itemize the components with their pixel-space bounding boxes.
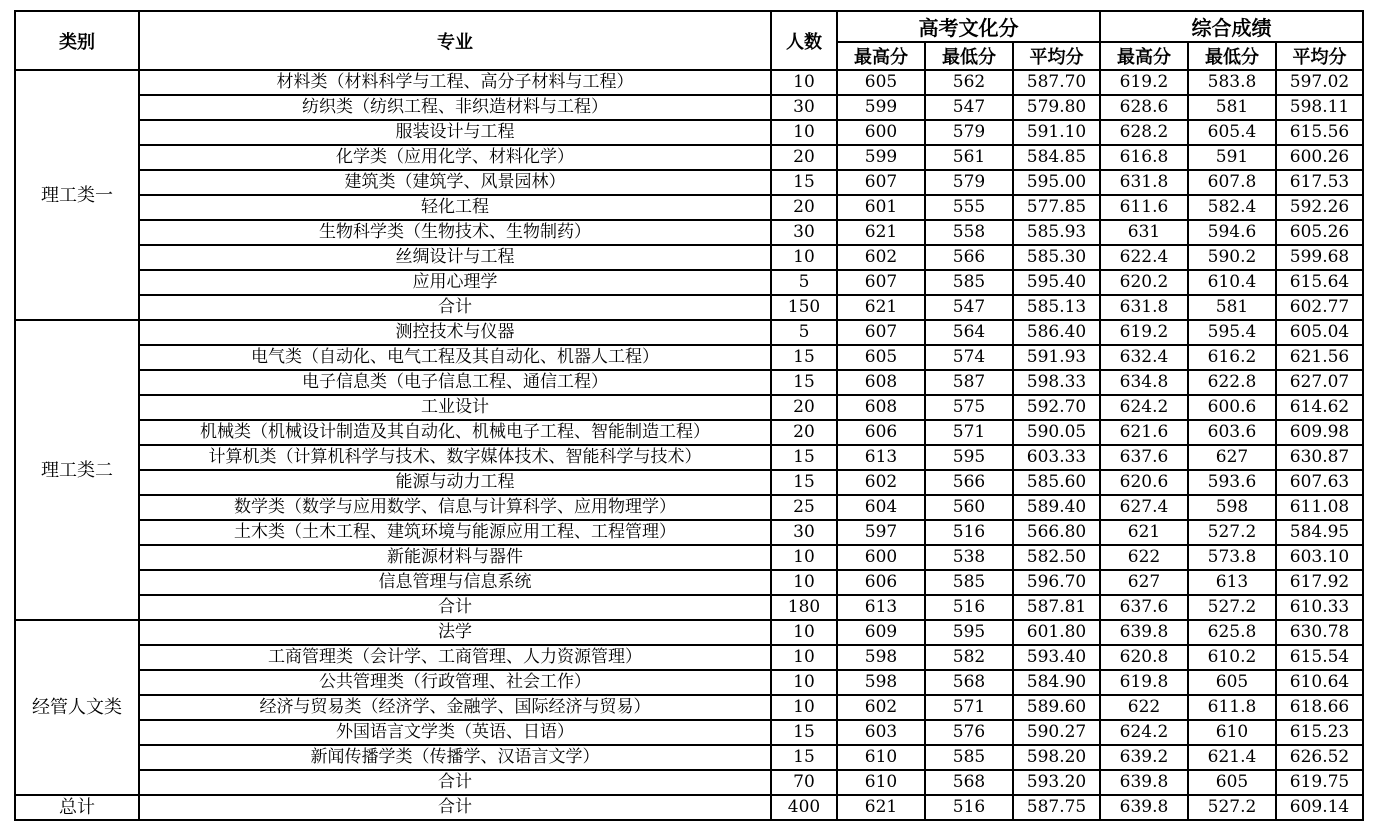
gaokao-max-cell: 602 (837, 470, 925, 495)
gaokao-min-cell: 558 (925, 220, 1013, 245)
table-row (15, 720, 1363, 745)
major-cell: 机械类（机械设计制造及其自动化、机械电子工程、智能制造工程） (139, 420, 771, 445)
gaokao-avg-cell: 586.40 (1013, 320, 1100, 345)
composite-avg-cell: 615.64 (1276, 270, 1363, 295)
gaokao-max-cell: 609 (837, 620, 925, 645)
gaokao-max-cell: 607 (837, 320, 925, 345)
composite-avg-cell: 600.26 (1276, 145, 1363, 170)
composite-max-cell: 639.8 (1100, 620, 1188, 645)
count-cell: 5 (771, 320, 837, 345)
gaokao-min-cell: 579 (925, 120, 1013, 145)
composite-min-header: 最低分 (1188, 42, 1276, 70)
gaokao-avg-cell: 585.13 (1013, 295, 1100, 320)
gaokao-max-cell: 599 (837, 95, 925, 120)
count-cell: 10 (771, 620, 837, 645)
composite-min-cell: 627 (1188, 445, 1276, 470)
composite-max-cell: 628.6 (1100, 95, 1188, 120)
composite-max-cell: 611.6 (1100, 195, 1188, 220)
gaokao-avg-cell: 592.70 (1013, 395, 1100, 420)
table-row (15, 270, 1363, 295)
count-cell: 10 (771, 545, 837, 570)
composite-min-cell: 605 (1188, 670, 1276, 695)
major-cell: 电子信息类（电子信息工程、通信工程） (139, 370, 771, 395)
gaokao-score-header: 高考文化分 (837, 11, 1100, 42)
major-cell: 信息管理与信息系统 (139, 570, 771, 595)
composite-avg-cell: 610.64 (1276, 670, 1363, 695)
table-row (15, 495, 1363, 520)
count-cell: 5 (771, 270, 837, 295)
count-cell: 70 (771, 770, 837, 795)
gaokao-min-cell: 516 (925, 595, 1013, 620)
composite-min-cell: 595.4 (1188, 320, 1276, 345)
gaokao-avg-cell: 584.85 (1013, 145, 1100, 170)
table-row (15, 170, 1363, 195)
composite-min-cell: 581 (1188, 295, 1276, 320)
table-row (15, 520, 1363, 545)
table-row (15, 395, 1363, 420)
major-cell: 能源与动力工程 (139, 470, 771, 495)
composite-min-cell: 591 (1188, 145, 1276, 170)
major-cell: 化学类（应用化学、材料化学） (139, 145, 771, 170)
count-cell: 10 (771, 570, 837, 595)
table-body (15, 70, 1363, 820)
header-row-1 (15, 11, 1363, 42)
gaokao-max-cell: 621 (837, 795, 925, 820)
major-cell: 合计 (139, 295, 771, 320)
table-row (15, 370, 1363, 395)
gaokao-min-cell: 585 (925, 270, 1013, 295)
gaokao-max-cell: 605 (837, 345, 925, 370)
gaokao-min-cell: 579 (925, 170, 1013, 195)
gaokao-max-cell: 604 (837, 495, 925, 520)
table-row (15, 345, 1363, 370)
count-cell: 20 (771, 145, 837, 170)
gaokao-min-cell: 595 (925, 620, 1013, 645)
count-cell: 15 (771, 345, 837, 370)
composite-max-cell: 624.2 (1100, 720, 1188, 745)
gaokao-max-cell: 599 (837, 145, 925, 170)
major-cell: 合计 (139, 795, 771, 820)
gaokao-max-cell: 621 (837, 220, 925, 245)
subtotal-row (15, 770, 1363, 795)
gaokao-avg-cell: 603.33 (1013, 445, 1100, 470)
composite-max-cell: 622 (1100, 545, 1188, 570)
composite-avg-cell: 597.02 (1276, 70, 1363, 95)
composite-max-header: 最高分 (1100, 42, 1188, 70)
count-cell: 15 (771, 470, 837, 495)
table-row (15, 745, 1363, 770)
gaokao-min-cell: 568 (925, 770, 1013, 795)
gaokao-avg-cell: 595.40 (1013, 270, 1100, 295)
composite-max-cell: 634.8 (1100, 370, 1188, 395)
gaokao-avg-cell: 582.50 (1013, 545, 1100, 570)
composite-max-cell: 631 (1100, 220, 1188, 245)
table-row (15, 645, 1363, 670)
gaokao-max-cell: 601 (837, 195, 925, 220)
composite-avg-cell: 618.66 (1276, 695, 1363, 720)
gaokao-avg-cell: 585.60 (1013, 470, 1100, 495)
composite-max-cell: 619.8 (1100, 670, 1188, 695)
count-cell: 20 (771, 195, 837, 220)
composite-min-cell: 573.8 (1188, 545, 1276, 570)
gaokao-avg-cell: 577.85 (1013, 195, 1100, 220)
composite-min-cell: 605.4 (1188, 120, 1276, 145)
gaokao-min-cell: 538 (925, 545, 1013, 570)
gaokao-avg-cell: 579.80 (1013, 95, 1100, 120)
major-cell: 新能源材料与器件 (139, 545, 771, 570)
subtotal-row (15, 595, 1363, 620)
count-cell: 10 (771, 645, 837, 670)
gaokao-avg-cell: 587.75 (1013, 795, 1100, 820)
major-cell: 法学 (139, 620, 771, 645)
count-cell: 10 (771, 695, 837, 720)
composite-avg-cell: 584.95 (1276, 520, 1363, 545)
composite-max-cell: 627 (1100, 570, 1188, 595)
composite-avg-cell: 630.78 (1276, 620, 1363, 645)
composite-min-cell: 581 (1188, 95, 1276, 120)
composite-avg-cell: 598.11 (1276, 95, 1363, 120)
category-cell: 总计 (15, 795, 139, 820)
table-row (15, 320, 1363, 345)
category-cell: 理工类二 (15, 320, 139, 620)
gaokao-min-cell: 575 (925, 395, 1013, 420)
table-row (15, 420, 1363, 445)
composite-avg-cell: 621.56 (1276, 345, 1363, 370)
composite-max-cell: 622.4 (1100, 245, 1188, 270)
composite-avg-cell: 605.04 (1276, 320, 1363, 345)
gaokao-min-cell: 576 (925, 720, 1013, 745)
gaokao-max-cell: 605 (837, 70, 925, 95)
count-cell: 10 (771, 670, 837, 695)
composite-max-cell: 620.2 (1100, 270, 1188, 295)
composite-min-cell: 610 (1188, 720, 1276, 745)
gaokao-max-cell: 613 (837, 445, 925, 470)
gaokao-min-cell: 595 (925, 445, 1013, 470)
major-cell: 合计 (139, 595, 771, 620)
gaokao-avg-cell: 595.00 (1013, 170, 1100, 195)
composite-min-cell: 610.2 (1188, 645, 1276, 670)
composite-avg-header: 平均分 (1276, 42, 1363, 70)
count-cell: 150 (771, 295, 837, 320)
composite-avg-cell: 592.26 (1276, 195, 1363, 220)
composite-avg-cell: 611.08 (1276, 495, 1363, 520)
composite-avg-cell: 599.68 (1276, 245, 1363, 270)
composite-avg-cell: 619.75 (1276, 770, 1363, 795)
major-cell: 公共管理类（行政管理、社会工作） (139, 670, 771, 695)
major-header: 专业 (139, 11, 771, 70)
count-cell: 15 (771, 170, 837, 195)
composite-min-cell: 622.8 (1188, 370, 1276, 395)
composite-avg-cell: 610.33 (1276, 595, 1363, 620)
major-cell: 外国语言文学类（英语、日语） (139, 720, 771, 745)
composite-min-cell: 611.8 (1188, 695, 1276, 720)
gaokao-min-cell: 562 (925, 70, 1013, 95)
major-cell: 土木类（土木工程、建筑环境与能源应用工程、工程管理） (139, 520, 771, 545)
major-cell: 电气类（自动化、电气工程及其自动化、机器人工程） (139, 345, 771, 370)
major-cell: 生物科学类（生物技术、生物制药） (139, 220, 771, 245)
gaokao-avg-cell: 566.80 (1013, 520, 1100, 545)
gaokao-max-cell: 606 (837, 570, 925, 595)
gaokao-avg-cell: 591.10 (1013, 120, 1100, 145)
gaokao-max-header: 最高分 (837, 42, 925, 70)
admission-score-table (14, 10, 1364, 821)
gaokao-min-cell: 582 (925, 645, 1013, 670)
composite-max-cell: 620.6 (1100, 470, 1188, 495)
count-cell: 400 (771, 795, 837, 820)
table-row (15, 95, 1363, 120)
composite-max-cell: 622 (1100, 695, 1188, 720)
composite-avg-cell: 626.52 (1276, 745, 1363, 770)
composite-min-cell: 613 (1188, 570, 1276, 595)
composite-avg-cell: 617.92 (1276, 570, 1363, 595)
composite-max-cell: 639.2 (1100, 745, 1188, 770)
composite-min-cell: 616.2 (1188, 345, 1276, 370)
gaokao-min-cell: 560 (925, 495, 1013, 520)
gaokao-avg-cell: 598.20 (1013, 745, 1100, 770)
gaokao-avg-header: 平均分 (1013, 42, 1100, 70)
gaokao-avg-cell: 598.33 (1013, 370, 1100, 395)
category-header: 类别 (15, 11, 139, 70)
table-row (15, 445, 1363, 470)
gaokao-min-cell: 564 (925, 320, 1013, 345)
major-cell: 工业设计 (139, 395, 771, 420)
major-cell: 材料类（材料科学与工程、高分子材料与工程） (139, 70, 771, 95)
gaokao-max-cell: 598 (837, 645, 925, 670)
gaokao-avg-cell: 584.90 (1013, 670, 1100, 695)
major-cell: 合计 (139, 770, 771, 795)
composite-avg-cell: 609.98 (1276, 420, 1363, 445)
composite-avg-cell: 615.23 (1276, 720, 1363, 745)
composite-score-header: 综合成绩 (1100, 11, 1363, 42)
composite-min-cell: 583.8 (1188, 70, 1276, 95)
major-cell: 工商管理类（会计学、工商管理、人力资源管理） (139, 645, 771, 670)
subtotal-row (15, 295, 1363, 320)
gaokao-min-cell: 555 (925, 195, 1013, 220)
gaokao-avg-cell: 589.60 (1013, 695, 1100, 720)
major-cell: 计算机类（计算机科学与技术、数字媒体技术、智能科学与技术） (139, 445, 771, 470)
composite-avg-cell: 614.62 (1276, 395, 1363, 420)
composite-avg-cell: 609.14 (1276, 795, 1363, 820)
table-row (15, 220, 1363, 245)
category-cell: 经管人文类 (15, 620, 139, 795)
composite-max-cell: 621.6 (1100, 420, 1188, 445)
composite-max-cell: 631.8 (1100, 170, 1188, 195)
gaokao-min-cell: 561 (925, 145, 1013, 170)
count-cell: 20 (771, 420, 837, 445)
count-cell: 15 (771, 745, 837, 770)
composite-min-cell: 610.4 (1188, 270, 1276, 295)
composite-avg-cell: 630.87 (1276, 445, 1363, 470)
gaokao-avg-cell: 589.40 (1013, 495, 1100, 520)
category-cell: 理工类一 (15, 70, 139, 320)
table-row (15, 120, 1363, 145)
composite-min-cell: 607.8 (1188, 170, 1276, 195)
composite-max-cell: 632.4 (1100, 345, 1188, 370)
composite-avg-cell: 627.07 (1276, 370, 1363, 395)
gaokao-max-cell: 607 (837, 270, 925, 295)
gaokao-min-cell: 587 (925, 370, 1013, 395)
count-cell: 10 (771, 70, 837, 95)
table-row (15, 670, 1363, 695)
composite-avg-cell: 603.10 (1276, 545, 1363, 570)
composite-avg-cell: 615.54 (1276, 645, 1363, 670)
composite-avg-cell: 615.56 (1276, 120, 1363, 145)
gaokao-min-cell: 585 (925, 745, 1013, 770)
composite-min-cell: 605 (1188, 770, 1276, 795)
gaokao-avg-cell: 590.27 (1013, 720, 1100, 745)
major-cell: 丝绸设计与工程 (139, 245, 771, 270)
table-row (15, 245, 1363, 270)
gaokao-avg-cell: 587.81 (1013, 595, 1100, 620)
gaokao-min-cell: 571 (925, 695, 1013, 720)
composite-max-cell: 620.8 (1100, 645, 1188, 670)
table-row (15, 620, 1363, 645)
gaokao-avg-cell: 585.93 (1013, 220, 1100, 245)
table-row (15, 570, 1363, 595)
gaokao-min-cell: 516 (925, 795, 1013, 820)
gaokao-max-cell: 600 (837, 120, 925, 145)
composite-min-cell: 527.2 (1188, 795, 1276, 820)
count-cell: 30 (771, 220, 837, 245)
table-row (15, 145, 1363, 170)
gaokao-max-cell: 598 (837, 670, 925, 695)
count-cell: 15 (771, 720, 837, 745)
count-header: 人数 (771, 11, 837, 70)
gaokao-min-cell: 568 (925, 670, 1013, 695)
major-cell: 新闻传播学类（传播学、汉语言文学） (139, 745, 771, 770)
composite-min-cell: 590.2 (1188, 245, 1276, 270)
gaokao-avg-cell: 587.70 (1013, 70, 1100, 95)
composite-min-cell: 603.6 (1188, 420, 1276, 445)
composite-max-cell: 619.2 (1100, 70, 1188, 95)
composite-avg-cell: 607.63 (1276, 470, 1363, 495)
composite-avg-cell: 602.77 (1276, 295, 1363, 320)
composite-min-cell: 625.8 (1188, 620, 1276, 645)
composite-max-cell: 639.8 (1100, 770, 1188, 795)
composite-min-cell: 582.4 (1188, 195, 1276, 220)
major-cell: 轻化工程 (139, 195, 771, 220)
count-cell: 30 (771, 520, 837, 545)
composite-min-cell: 527.2 (1188, 595, 1276, 620)
composite-min-cell: 593.6 (1188, 470, 1276, 495)
gaokao-min-cell: 547 (925, 95, 1013, 120)
composite-max-cell: 627.4 (1100, 495, 1188, 520)
gaokao-max-cell: 602 (837, 695, 925, 720)
gaokao-max-cell: 610 (837, 745, 925, 770)
major-cell: 服装设计与工程 (139, 120, 771, 145)
gaokao-avg-cell: 596.70 (1013, 570, 1100, 595)
composite-min-cell: 598 (1188, 495, 1276, 520)
gaokao-max-cell: 606 (837, 420, 925, 445)
table-row (15, 195, 1363, 220)
gaokao-avg-cell: 585.30 (1013, 245, 1100, 270)
gaokao-max-cell: 608 (837, 395, 925, 420)
composite-min-cell: 594.6 (1188, 220, 1276, 245)
composite-min-cell: 600.6 (1188, 395, 1276, 420)
major-cell: 经济与贸易类（经济学、金融学、国际经济与贸易） (139, 695, 771, 720)
gaokao-max-cell: 597 (837, 520, 925, 545)
composite-avg-cell: 605.26 (1276, 220, 1363, 245)
gaokao-min-cell: 574 (925, 345, 1013, 370)
gaokao-avg-cell: 601.80 (1013, 620, 1100, 645)
composite-max-cell: 637.6 (1100, 445, 1188, 470)
table-row (15, 545, 1363, 570)
gaokao-min-cell: 571 (925, 420, 1013, 445)
gaokao-min-cell: 547 (925, 295, 1013, 320)
composite-min-cell: 527.2 (1188, 520, 1276, 545)
gaokao-max-cell: 607 (837, 170, 925, 195)
composite-max-cell: 639.8 (1100, 795, 1188, 820)
composite-min-cell: 621.4 (1188, 745, 1276, 770)
composite-max-cell: 631.8 (1100, 295, 1188, 320)
gaokao-max-cell: 602 (837, 245, 925, 270)
gaokao-max-cell: 613 (837, 595, 925, 620)
gaokao-max-cell: 603 (837, 720, 925, 745)
gaokao-min-cell: 566 (925, 245, 1013, 270)
count-cell: 10 (771, 120, 837, 145)
gaokao-min-header: 最低分 (925, 42, 1013, 70)
gaokao-min-cell: 516 (925, 520, 1013, 545)
major-cell: 测控技术与仪器 (139, 320, 771, 345)
count-cell: 30 (771, 95, 837, 120)
gaokao-avg-cell: 590.05 (1013, 420, 1100, 445)
composite-max-cell: 637.6 (1100, 595, 1188, 620)
gaokao-max-cell: 608 (837, 370, 925, 395)
gaokao-avg-cell: 593.20 (1013, 770, 1100, 795)
subtotal-row (15, 795, 1363, 820)
table-row (15, 695, 1363, 720)
gaokao-max-cell: 600 (837, 545, 925, 570)
gaokao-max-cell: 621 (837, 295, 925, 320)
composite-max-cell: 628.2 (1100, 120, 1188, 145)
composite-max-cell: 624.2 (1100, 395, 1188, 420)
count-cell: 180 (771, 595, 837, 620)
gaokao-max-cell: 610 (837, 770, 925, 795)
major-cell: 应用心理学 (139, 270, 771, 295)
composite-avg-cell: 617.53 (1276, 170, 1363, 195)
table-row (15, 70, 1363, 95)
composite-max-cell: 616.8 (1100, 145, 1188, 170)
table-row (15, 470, 1363, 495)
count-cell: 20 (771, 395, 837, 420)
major-cell: 数学类（数学与应用数学、信息与计算科学、应用物理学） (139, 495, 771, 520)
major-cell: 纺织类（纺织工程、非织造材料与工程） (139, 95, 771, 120)
count-cell: 25 (771, 495, 837, 520)
gaokao-avg-cell: 591.93 (1013, 345, 1100, 370)
composite-max-cell: 621 (1100, 520, 1188, 545)
major-cell: 建筑类（建筑学、风景园林） (139, 170, 771, 195)
composite-max-cell: 619.2 (1100, 320, 1188, 345)
count-cell: 10 (771, 245, 837, 270)
gaokao-min-cell: 585 (925, 570, 1013, 595)
count-cell: 15 (771, 370, 837, 395)
gaokao-avg-cell: 593.40 (1013, 645, 1100, 670)
gaokao-min-cell: 566 (925, 470, 1013, 495)
count-cell: 15 (771, 445, 837, 470)
